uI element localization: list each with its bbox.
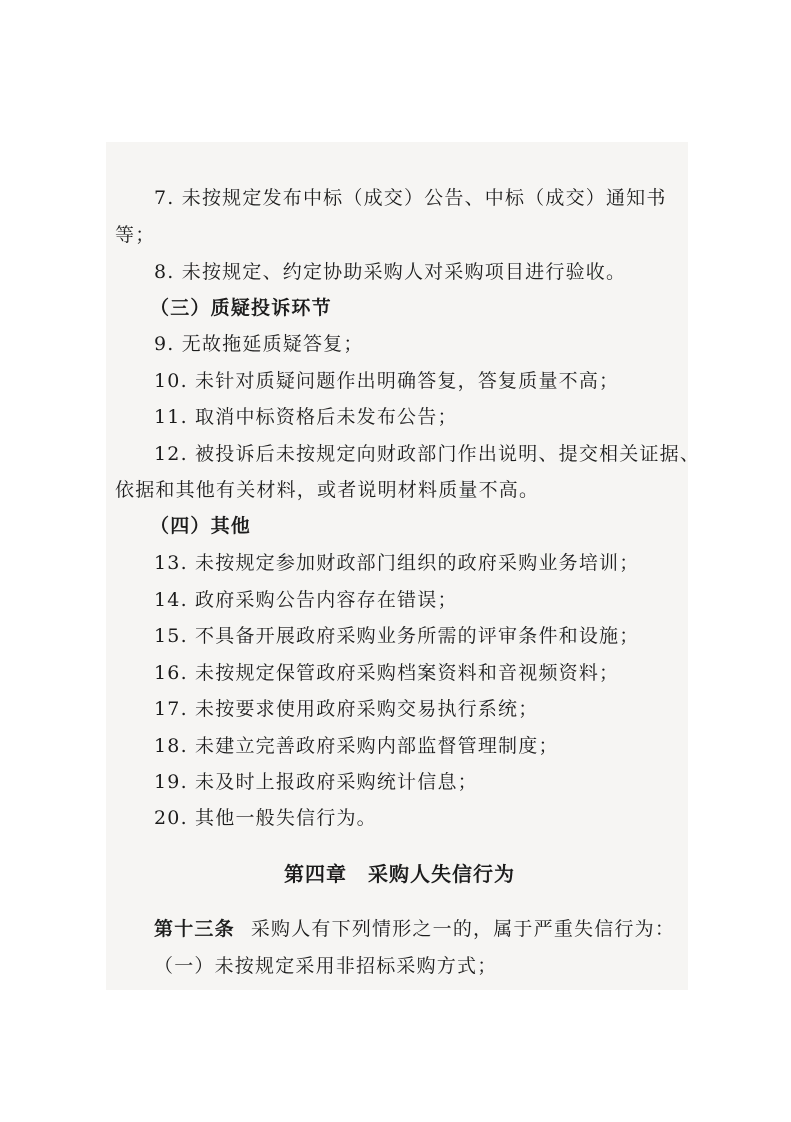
item-10: 10. 未针对质疑问题作出明确答复，答复质量不高； [154, 370, 620, 392]
item-7-line-2: 等； [115, 224, 156, 246]
item-20: 20. 其他一般失信行为。 [154, 807, 377, 829]
item-12-line-1: 12. 被投诉后未按规定向财政部门作出说明、提交相关证据、 [154, 443, 701, 465]
item-12-line-2: 依据和其他有关材料，或者说明材料质量不高。 [115, 479, 540, 501]
section-heading-complaints: （三）质疑投诉环节 [150, 297, 332, 319]
item-15: 15. 不具备开展政府采购业务所需的评审条件和设施； [154, 625, 640, 647]
item-13: 13. 未按规定参加财政部门组织的政府采购业务培训； [154, 552, 640, 574]
item-17: 17. 未按要求使用政府采购交易执行系统； [154, 698, 539, 720]
item-8: 8. 未按规定、约定协助采购人对采购项目进行验收。 [154, 261, 627, 283]
item-11: 11. 取消中标资格后未发布公告； [154, 406, 458, 428]
item-19: 19. 未及时上报政府采购统计信息； [154, 771, 478, 793]
item-14: 14. 政府采购公告内容存在错误； [154, 589, 458, 611]
article-13-item-1: （一）未按规定采用非招标采购方式； [154, 955, 498, 977]
article-number: 第十三条 [154, 918, 235, 940]
article-text: 采购人有下列情形之一的，属于严重失信行为： [250, 918, 676, 940]
item-18: 18. 未建立完善政府采购内部监督管理制度； [154, 735, 559, 757]
chapter-title: 第四章 采购人失信行为 [284, 862, 515, 886]
article-13 [154, 916, 675, 942]
section-heading-other: （四）其他 [150, 515, 252, 537]
item-16: 16. 未按规定保管政府采购档案资料和音视频资料； [154, 662, 620, 684]
item-7-line-1: 7. 未按规定发布中标（成交）公告、中标（成交）通知书 [154, 187, 667, 209]
item-9: 9. 无故拖延质疑答复； [154, 333, 364, 355]
